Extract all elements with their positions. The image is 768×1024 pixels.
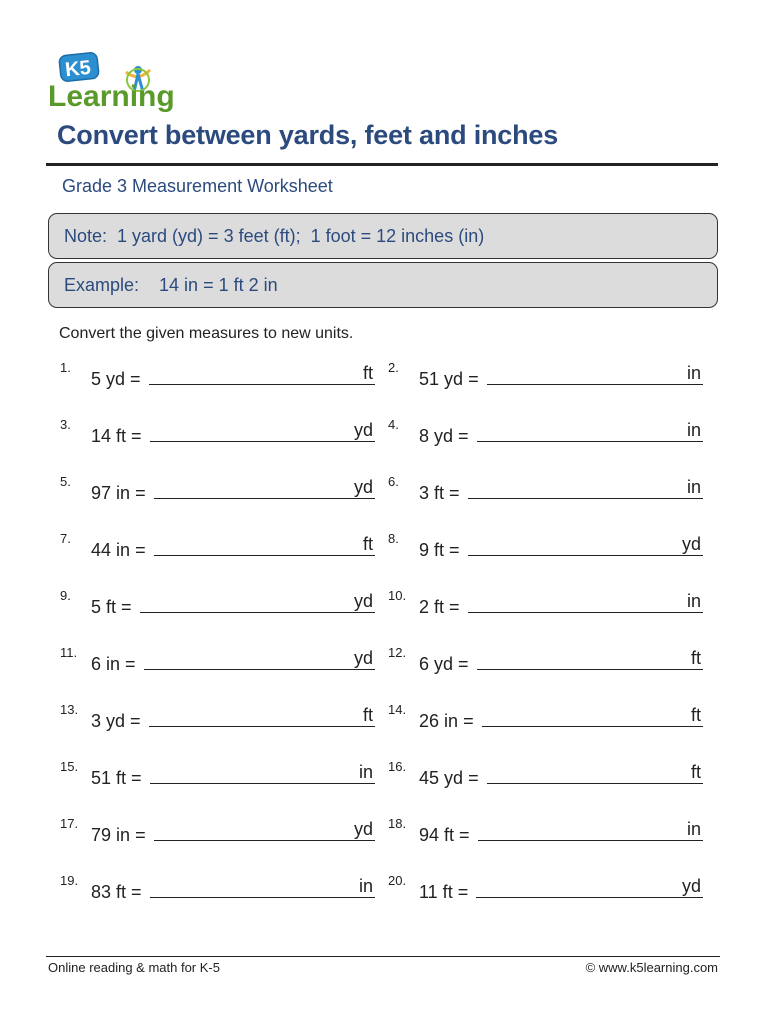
equals-sign: = (135, 825, 146, 845)
problem-8 (388, 531, 703, 559)
problem-expression: 45 yd (419, 768, 464, 788)
answer-blank[interactable] (150, 877, 375, 898)
answer-blank[interactable] (149, 706, 375, 727)
footer-tagline: Online reading & math for K-5 (48, 960, 220, 975)
answer-blank[interactable] (477, 649, 703, 670)
problem-number: 20. (388, 873, 407, 888)
answer-unit: ft (362, 705, 373, 725)
problem-number: 10. (388, 588, 407, 603)
answer-blank[interactable] (140, 592, 375, 613)
problem-expression: 44 in (91, 540, 131, 560)
problem-number: 6. (388, 474, 399, 489)
problem-expression: 51 yd (419, 369, 464, 389)
answer-blank[interactable] (478, 820, 703, 841)
svg-text:K5: K5 (64, 56, 92, 82)
answer-unit: in (686, 819, 701, 839)
problem-expression: 94 ft (419, 825, 455, 845)
equals-sign: = (135, 540, 146, 560)
answer-blank[interactable] (154, 820, 375, 841)
equals-sign: = (130, 711, 141, 731)
equals-sign: = (458, 654, 469, 674)
problem-expression: 51 ft (91, 768, 127, 788)
answer-unit: in (686, 420, 701, 440)
svg-text:Learning: Learning (48, 80, 175, 113)
equals-sign: = (121, 597, 132, 617)
problem-expression: 8 yd (419, 426, 454, 446)
problem-number: 3. (60, 417, 71, 432)
problem-number: 15. (60, 759, 79, 774)
problem-7 (60, 531, 375, 559)
equals-sign: = (125, 654, 136, 674)
problem-expression: 14 ft (91, 426, 127, 446)
problem-number: 2. (388, 360, 399, 375)
problem-11 (60, 645, 375, 673)
problem-number: 14. (388, 702, 407, 717)
worksheet-subtitle: Grade 3 Measurement Worksheet (62, 176, 333, 196)
example-text: Example: 14 in = 1 ft 2 in (64, 274, 278, 295)
problem-18 (388, 816, 703, 844)
problem-number: 8. (388, 531, 399, 546)
problem-expression: 6 yd (419, 654, 454, 674)
answer-unit: yd (353, 819, 373, 839)
equals-sign: = (468, 369, 479, 389)
answer-blank[interactable] (154, 478, 375, 499)
answer-unit: ft (362, 534, 373, 554)
problem-15 (60, 759, 375, 787)
problem-1 (60, 360, 375, 388)
answer-unit: yd (681, 534, 701, 554)
k5-learning-logo (46, 52, 188, 114)
answer-unit: ft (690, 648, 701, 668)
problem-16 (388, 759, 703, 787)
answer-unit: ft (690, 705, 701, 725)
equals-sign: = (449, 540, 460, 560)
equals-sign: = (131, 882, 142, 902)
answer-unit: yd (353, 477, 373, 497)
problem-number: 11. (60, 645, 78, 660)
problem-expression: 5 yd (91, 369, 126, 389)
note-text: Note: 1 yard (yd) = 3 feet (ft); 1 foot = 12 inches (in) (64, 225, 485, 246)
problem-expression: 3 yd (91, 711, 126, 731)
answer-blank[interactable] (487, 763, 703, 784)
answer-blank[interactable] (482, 706, 703, 727)
instructions: Convert the given measures to new units. (59, 325, 354, 342)
problem-expression: 6 in (91, 654, 121, 674)
problem-2 (388, 360, 703, 388)
problem-expression: 9 ft (419, 540, 445, 560)
problem-13 (60, 702, 375, 730)
equals-sign: = (459, 825, 470, 845)
equals-sign: = (130, 369, 141, 389)
answer-blank[interactable] (487, 364, 703, 385)
problem-number: 18. (388, 816, 407, 831)
problem-4 (388, 417, 703, 445)
title-divider (46, 163, 718, 166)
problem-5 (60, 474, 375, 502)
equals-sign: = (449, 597, 460, 617)
answer-blank[interactable] (468, 535, 703, 556)
equals-sign: = (135, 483, 146, 503)
answer-blank[interactable] (150, 763, 375, 784)
problem-17 (60, 816, 375, 844)
answer-blank[interactable] (468, 478, 703, 499)
problem-expression: 83 ft (91, 882, 127, 902)
answer-unit: yd (353, 591, 373, 611)
problem-number: 12. (388, 645, 407, 660)
note-box (48, 213, 718, 259)
problem-number: 13. (60, 702, 79, 717)
problem-number: 7. (60, 531, 71, 546)
problem-expression: 3 ft (419, 483, 445, 503)
problem-10 (388, 588, 703, 616)
equals-sign: = (463, 711, 474, 731)
equals-sign: = (458, 426, 469, 446)
answer-unit: in (358, 876, 373, 896)
problem-6 (388, 474, 703, 502)
answer-blank[interactable] (150, 421, 375, 442)
answer-unit: in (358, 762, 373, 782)
answer-unit: yd (353, 420, 373, 440)
equals-sign: = (468, 768, 479, 788)
answer-blank[interactable] (154, 535, 375, 556)
problem-20 (388, 873, 703, 901)
answer-unit: yd (353, 648, 373, 668)
answer-unit: in (686, 477, 701, 497)
footer-divider (46, 956, 720, 957)
answer-blank[interactable] (144, 649, 375, 670)
problem-number: 17. (60, 816, 79, 831)
answer-unit: yd (681, 876, 701, 896)
problem-number: 19. (60, 873, 79, 888)
answer-unit: in (686, 591, 701, 611)
problem-number: 9. (60, 588, 71, 603)
problem-expression: 26 in (419, 711, 459, 731)
answer-unit: in (686, 363, 701, 383)
equals-sign: = (449, 483, 460, 503)
answer-blank[interactable] (476, 877, 703, 898)
equals-sign: = (131, 768, 142, 788)
problem-3 (60, 417, 375, 445)
example-box (48, 262, 718, 308)
problem-expression: 5 ft (91, 597, 117, 617)
equals-sign: = (131, 426, 142, 446)
answer-blank[interactable] (477, 421, 703, 442)
answer-blank[interactable] (468, 592, 703, 613)
footer-website: © www.k5learning.com (585, 960, 718, 975)
problem-expression: 2 ft (419, 597, 445, 617)
problem-19 (60, 873, 375, 901)
problem-expression: 79 in (91, 825, 131, 845)
problem-14 (388, 702, 703, 730)
equals-sign: = (457, 882, 469, 902)
problem-expression: 11 ft (419, 882, 453, 902)
problem-number: 4. (388, 417, 399, 432)
problem-12 (388, 645, 703, 673)
problem-expression: 97 in (91, 483, 131, 503)
answer-unit: ft (362, 363, 373, 383)
answer-blank[interactable] (149, 364, 375, 385)
problem-9 (60, 588, 375, 616)
page-title: Convert between yards, feet and inches (57, 120, 559, 150)
problem-number: 5. (60, 474, 71, 489)
problem-number: 16. (388, 759, 407, 774)
answer-unit: ft (690, 762, 701, 782)
problem-number: 1. (60, 360, 71, 375)
